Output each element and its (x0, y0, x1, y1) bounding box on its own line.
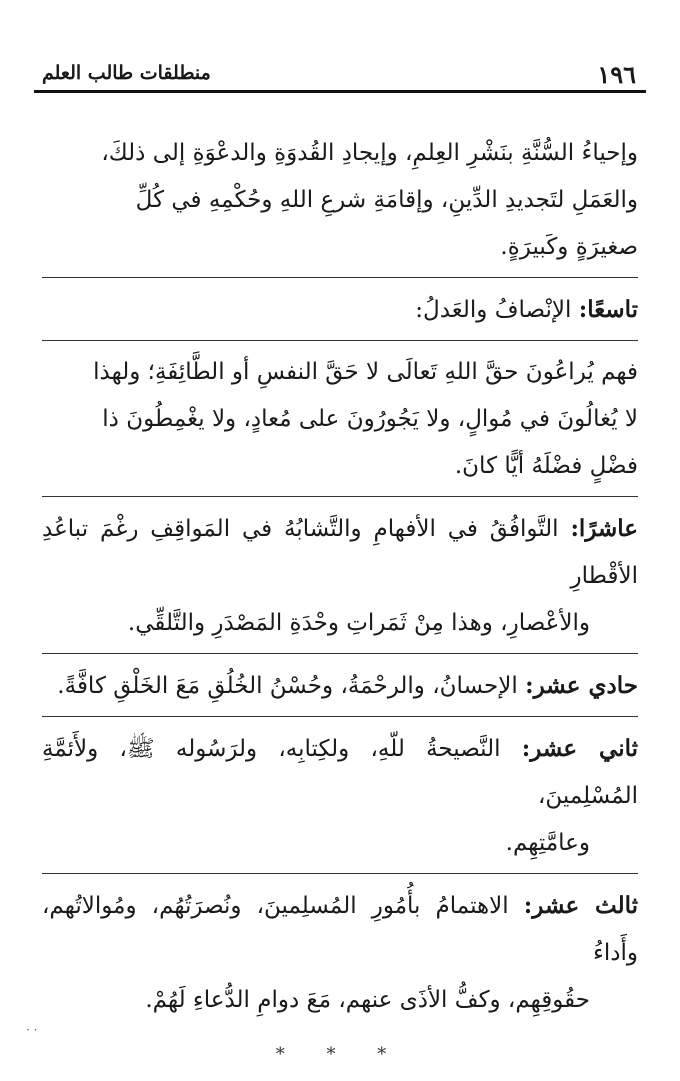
section-divider (42, 873, 638, 874)
item-lead: تاسعًا: (578, 296, 638, 323)
section-divider (42, 277, 638, 278)
paragraph-continuation (42, 130, 638, 271)
item-text: التَّوافُقُ في الأفهامِ والتَّشابُهُ في المَواقِفِ رغْمَ تباعُدِ الأقْطارِ (42, 516, 638, 589)
item-lead: حادي عشر: (525, 672, 638, 699)
text-line (42, 725, 638, 820)
text-line (42, 882, 638, 977)
text-line: فضْلٍ فضْلَهُ أيًّا كانَ. (454, 453, 638, 479)
text-line: لا يُغالُونَ في مُوالٍ، ولا يَجُورُونَ على مُعادٍ، ولا يغْمِطُونَ ذا (102, 406, 638, 432)
item-text: الاهتمامُ بأُمُورِ المُسلِمينَ، ونُصرَتُهُم، ومُوالاتُهم، وأَداءُ (42, 893, 638, 966)
item-lead: ثالث عشر: (523, 892, 639, 919)
text-line: حقُوقِهِم، وكفُّ الأذَى عنهم، مَعَ دوامِ الدُّعاءِ لَهُمْ. (145, 987, 590, 1013)
scan-specks: · · (26, 1023, 38, 1037)
page-number: ١٩٦ (597, 60, 636, 89)
item-tenth (42, 505, 638, 647)
section-divider (42, 716, 638, 717)
item-eleventh (42, 662, 638, 710)
text-line: والعَمَلِ لتَجديدِ الدِّينِ، وإقامَةِ شرعِ اللهِ وحُكْمِهِ في كُلِّ (135, 187, 638, 213)
page-header (36, 58, 644, 88)
item-text: الإحسانُ، والرحْمَةُ، وحُسْنُ الخُلُقِ مَعَ الخَلْقِ كافَّةً. (57, 673, 518, 699)
text-line: والأعْصارِ، وهذا مِنْ ثَمَراتِ وحْدَةِ المَصْدَرِ والتَّلقِّي. (127, 610, 590, 636)
item-lead: عاشرًا: (570, 515, 639, 542)
item-text: الإنْصافُ والعَدلُ: (415, 297, 572, 323)
section-divider (42, 340, 638, 341)
text-line: وإحياءُ السُّنَّةِ بنَشْرِ العِلمِ، وإيجادِ القُدوَةِ والدعْوَةِ إلى ذلكَ، (101, 140, 638, 166)
text-line (42, 286, 638, 334)
header-rule (34, 90, 646, 93)
text-line (42, 662, 638, 710)
section-end-ornament: * * * (275, 1044, 405, 1065)
text-line (42, 505, 638, 600)
page-body (42, 130, 638, 1065)
text-line: فهم يُراعُونَ حقَّ اللهِ تَعالَى لا حَقَّ النفسِ أو الطَّائِفَةِ؛ ولهذا (93, 359, 638, 385)
item-lead: ثاني عشر: (521, 735, 639, 762)
item-thirteenth (42, 882, 638, 1024)
section-divider (42, 496, 638, 497)
paragraph-justice (42, 349, 638, 490)
item-twelfth (42, 725, 638, 867)
text-line: صغيرَةٍ وكَبيرَةٍ. (500, 234, 638, 260)
running-title: منطلقات طالب العلم (42, 62, 211, 84)
text-line: وعامَّتِهِم. (505, 830, 590, 856)
item-ninth-heading (42, 286, 638, 334)
section-divider (42, 653, 638, 654)
item-text: النَّصيحةُ للّهِ، ولكِتابِه، ولرَسُوله ﷺ، ولأَئمَّةِ المُسْلِمينَ، (42, 736, 638, 809)
